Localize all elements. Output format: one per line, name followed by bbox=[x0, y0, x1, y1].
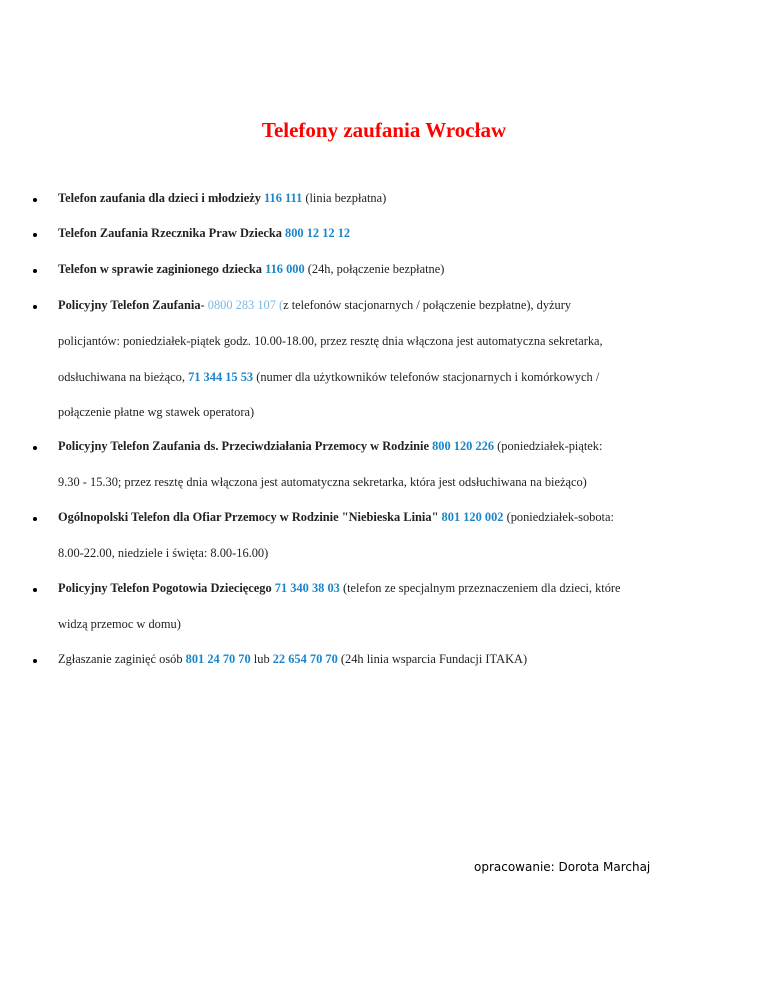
conjunction: lub bbox=[250, 652, 273, 666]
phone-number[interactable]: 800 120 226 bbox=[432, 439, 495, 453]
hotline-name: Policyjny Telefon Pogotowia Dziecięcego bbox=[58, 581, 275, 595]
bullet-icon bbox=[33, 305, 37, 309]
bullet-icon bbox=[33, 517, 37, 521]
hotline-name: Policyjny Telefon Zaufania bbox=[58, 298, 201, 312]
hotline-note: (poniedziałek-sobota: bbox=[503, 510, 614, 524]
page-title: Telefony zaufania Wrocław bbox=[261, 118, 507, 143]
phone-number[interactable]: 116 000 bbox=[265, 262, 305, 276]
bullet-icon bbox=[33, 446, 37, 450]
item-line bbox=[58, 509, 698, 525]
bullet-icon bbox=[33, 659, 37, 663]
hotline-name: Telefon Zaufania Rzecznika Praw Dziecka bbox=[58, 226, 286, 240]
hotline-name: Zgłaszanie zaginięć osób bbox=[58, 652, 186, 666]
bullet-icon bbox=[33, 588, 37, 592]
item-line: policjantów: poniedziałek-piątek godz. 10.00-18.00, przez resztę dnia włączona jest automatyczna sekretarka, bbox=[58, 334, 603, 348]
phone-number[interactable]: 71 344 15 53 bbox=[188, 370, 254, 384]
hotline-note: odsłuchiwana na bieżąco, bbox=[58, 370, 189, 384]
author-credit: opracowanie: Dorota Marchaj bbox=[474, 860, 651, 874]
hotline-note: z telefonów stacjonarnych / połączenie bezpłatne), dyżury bbox=[283, 298, 572, 312]
phone-number-2[interactable]: 22 654 70 70 bbox=[272, 652, 338, 666]
hotline-name: Telefon w sprawie zaginionego dziecka bbox=[58, 262, 266, 276]
item-line bbox=[58, 438, 698, 454]
item-line bbox=[58, 261, 698, 277]
phone-number[interactable]: 71 340 38 03 bbox=[274, 581, 340, 595]
item-line bbox=[58, 297, 698, 313]
item-line bbox=[58, 369, 698, 385]
hotline-note: (linia bezpłatna) bbox=[302, 191, 387, 205]
bullet-icon bbox=[33, 198, 37, 202]
item-line: widzą przemoc w domu) bbox=[58, 617, 181, 631]
item-line: 9.30 - 15.30; przez resztę dnia włączona jest automatyczna sekretarka, która jest odsłuchiwana na bieżąco) bbox=[58, 475, 587, 489]
item-line bbox=[58, 580, 698, 596]
hotline-name: Telefon zaufania dla dzieci i młodzieży bbox=[58, 191, 265, 205]
bullet-icon bbox=[33, 233, 37, 237]
dash: - bbox=[200, 298, 208, 312]
item-line bbox=[58, 225, 698, 241]
phone-number[interactable]: 0800 283 107 ( bbox=[207, 298, 284, 312]
hotline-note: (24h linia wsparcia Fundacji ITAKA) bbox=[337, 652, 528, 666]
phone-number[interactable]: 116 111 bbox=[264, 191, 303, 205]
item-line: 8.00-22.00, niedziele i święta: 8.00-16.00) bbox=[58, 546, 269, 560]
hotline-note: (telefon ze specjalnym przeznaczeniem dla dzieci, które bbox=[339, 581, 621, 595]
hotline-note: (poniedziałek-piątek: bbox=[494, 439, 603, 453]
bullet-icon bbox=[33, 269, 37, 273]
item-line bbox=[58, 651, 698, 667]
hotline-name: Policyjny Telefon Zaufania ds. Przeciwdziałania Przemocy w Rodzinie bbox=[58, 439, 433, 453]
item-line: połączenie płatne wg stawek operatora) bbox=[58, 405, 255, 419]
hotline-note: (24h, połączenie bezpłatne) bbox=[304, 262, 445, 276]
hotline-note: (numer dla użytkowników telefonów stacjonarnych i komórkowych / bbox=[253, 370, 600, 384]
phone-number[interactable]: 801 120 002 bbox=[441, 510, 504, 524]
hotline-name: Ogólnopolski Telefon dla Ofiar Przemocy w Rodzinie "Niebieska Linia" bbox=[58, 510, 442, 524]
item-line bbox=[58, 190, 698, 206]
phone-number[interactable]: 801 24 70 70 bbox=[185, 652, 251, 666]
phone-number[interactable]: 800 12 12 12 bbox=[285, 226, 351, 240]
